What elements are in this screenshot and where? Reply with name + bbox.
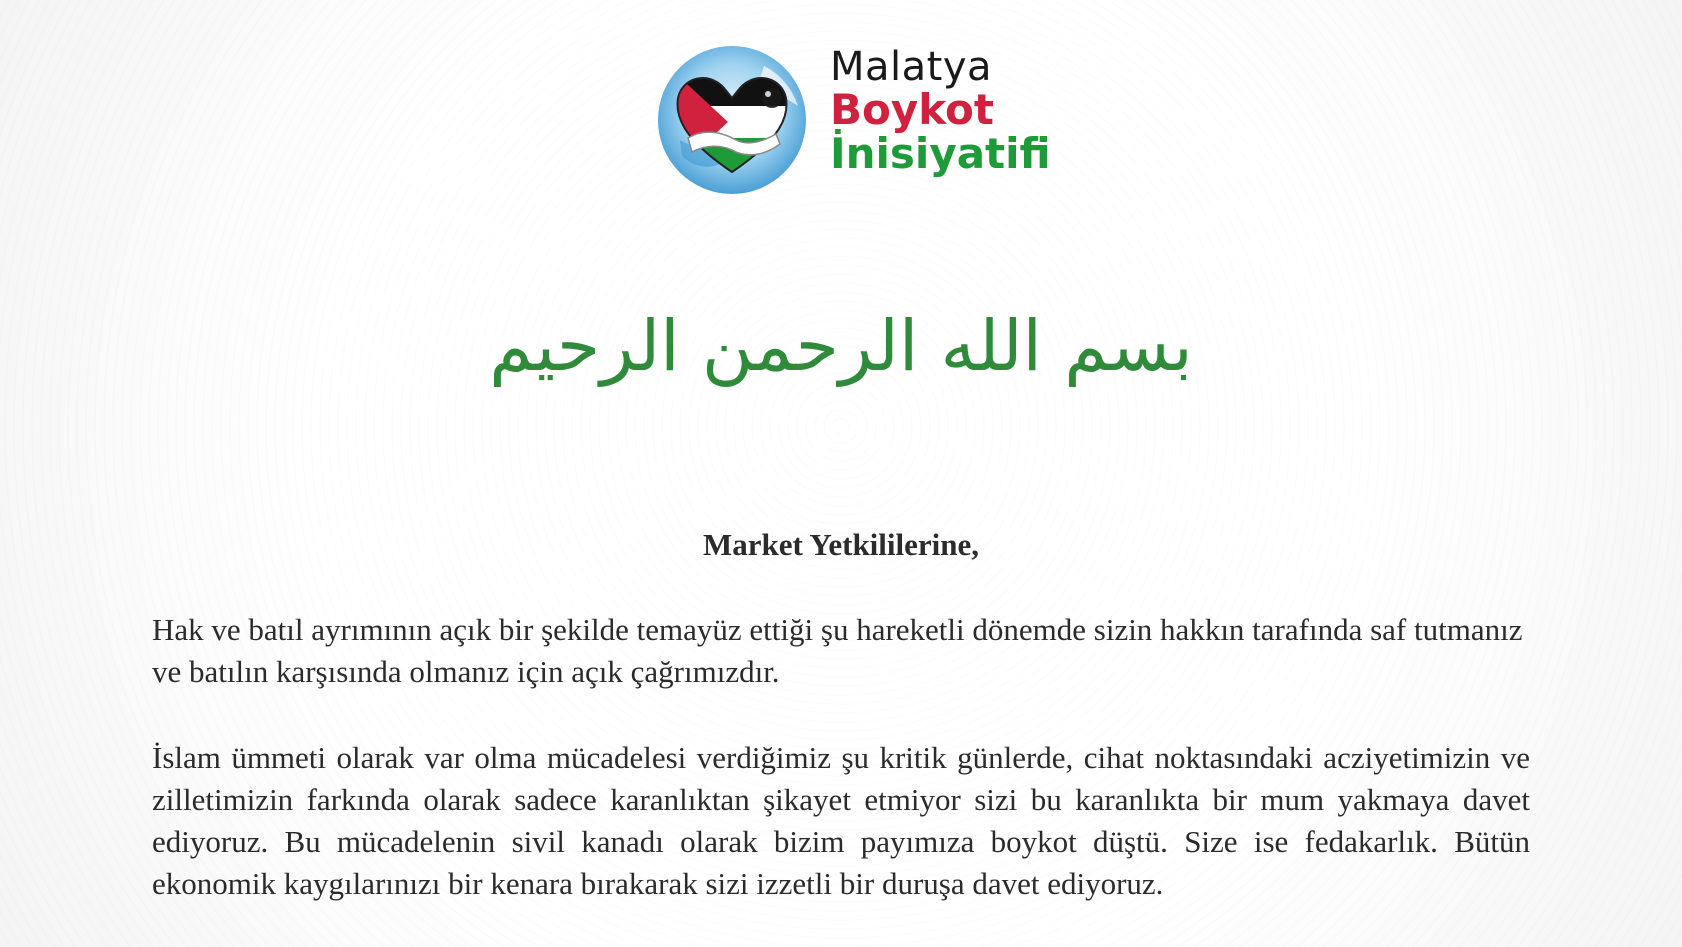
globe-heart-logo-icon [652, 40, 812, 200]
letter-paragraph-2: İslam ümmeti olarak var olma mücadelesi verdiğimiz şu kritik günlerde, cihat noktasındaki acziyetimizin ve zilletimizin farkında olarak sadece karanlıktan şikayet etmiyor sizi bu karanlıkta bir mum yakmaya davet ediyoruz. Bu mücadelenin sivil kanadı olarak bizim payımıza boykot düştü. Size ise fedakarlık. Bütün ekonomik kaygılarınızı bir kenara bırakarak sizi izzetli bir duruşa davet ediyoruz. [152, 740, 1530, 901]
letter-paragraph-1: Hak ve batıl ayrımının açık bir şekilde temayüz ettiği şu hareketli dönemde sizin hakkın tarafında saf tutmanız ve batılın karşısında olmanız için açık çağrımızdır. [152, 612, 1523, 689]
logo-line-inisiyatifi: İnisiyatifi [830, 129, 1051, 179]
logo-line-malatya: Malatya [830, 44, 993, 90]
letter-salutation: Market Yetkililerine, [702, 527, 980, 562]
logo-line-boykot: Boykot [830, 85, 994, 134]
basmala-calligraphy: بسم الله الرحمن الرحيم [489, 305, 1193, 387]
logo-wordmark [830, 44, 1051, 179]
logo [652, 40, 1051, 210]
